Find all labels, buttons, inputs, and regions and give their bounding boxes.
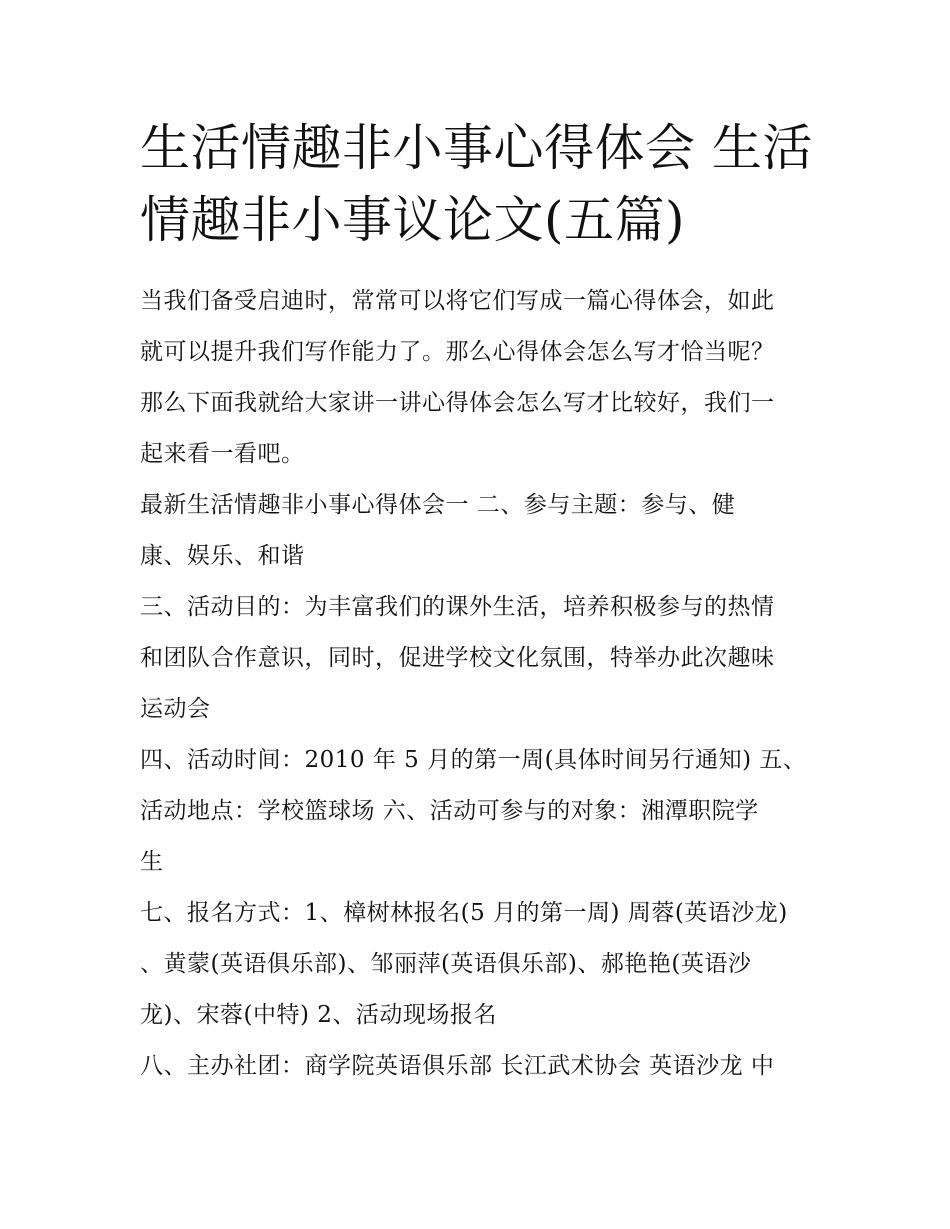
section-purpose-paragraph: 三、活动目的：为丰富我们的课外生活，培养积极参与的热情 和团队合作意识，同时，促进学校文化氛围，特举办此次趣味 运动会 bbox=[140, 594, 775, 722]
section-time-location-paragraph: 四、活动时间：2010 年 5 月的第一周(具体时间另行通知) 五、 活动地点：学校篮球场 六、活动可参与的对象：湘潭职院学 生 bbox=[140, 747, 807, 875]
section-theme-paragraph: 最新生活情趣非小事心得体会一 二、参与主题：参与、健 康、娱乐、和谐 bbox=[140, 492, 736, 569]
document-body bbox=[140, 112, 820, 1092]
document-title: 生活情趣非小事心得体会 生活 情趣非小事议论文(五篇) bbox=[140, 119, 813, 249]
section-organizers-paragraph: 八、主办社团：商学院英语俱乐部 长江武术协会 英语沙龙 中 bbox=[140, 1053, 775, 1079]
intro-paragraph: 当我们备受启迪时，常常可以将它们写成一篇心得体会，如此 就可以提升我们写作能力了。那么心得体会怎么写才恰当呢？ 那么下面我就给大家讲一讲心得体会怎么写才比较好，我们一 起来看一看吧。 bbox=[140, 288, 775, 467]
section-registration-paragraph: 七、报名方式：1、樟树林报名(5 月的第一周) 周蓉(英语沙龙) 、黄蒙(英语俱乐部)、邹丽萍(英语俱乐部)、郝艳艳(英语沙 龙)、宋蓉(中特) 2、活动现场报名 bbox=[140, 900, 788, 1028]
